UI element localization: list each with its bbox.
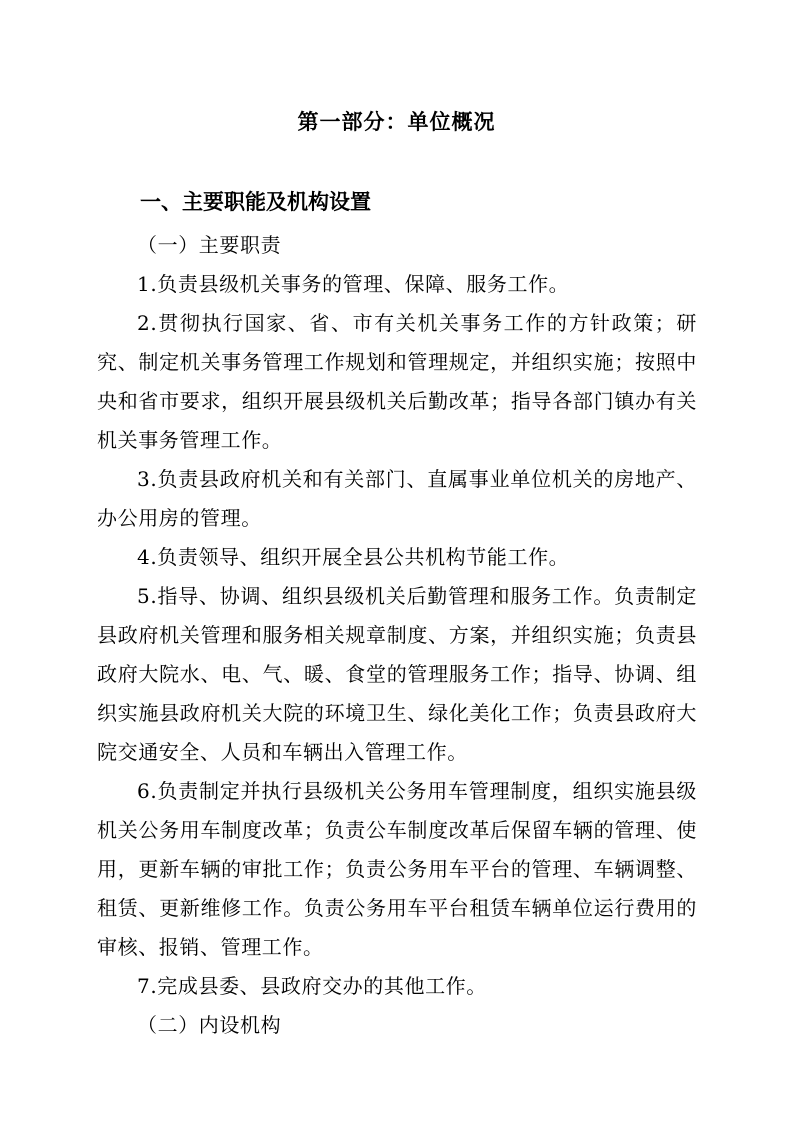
part-title: 第一部分：单位概况 <box>297 110 496 134</box>
subsection-heading-duties: （一）主要职责 <box>137 233 282 257</box>
subsection-heading-internal-structure: （二）内设机构 <box>137 1013 282 1037</box>
duty-item-3: 3.负责县政府机关和有关部门、直属事业单位机关的房地产、办公用房的管理。 <box>97 467 697 530</box>
duty-item-7: 7.完成县委、县政府交办的其他工作。 <box>137 974 487 998</box>
duty-item-4: 4.负责领导、组织开展全县公共机构节能工作。 <box>137 545 570 569</box>
section-title: 一、主要职能及机构设置 <box>140 190 371 214</box>
duty-item-2: 2.贯彻执行国家、省、市有关机关事务工作的方针政策；研究、制定机关事务管理工作规划和管理规定，并组织实施；按照中央和省市要求，组织开展县级机关后勤改革；指导各部门镇办有关机关事务管理工作。 <box>97 311 697 452</box>
duty-item-6: 6.负责制定并执行县级机关公务用车管理制度，组织实施县级机关公务用车制度改革；负责公车制度改革后保留车辆的管理、使用，更新车辆的审批工作；负责公务用车平台的管理、车辆调整、租赁、更新维修工作。负责公务用车平台租赁车辆单位运行费用的审核、报销、管理工作。 <box>97 779 697 959</box>
document-body <box>97 226 697 1045</box>
duty-item-5: 5.指导、协调、组织县级机关后勤管理和服务工作。负责制定县政府机关管理和服务相关规章制度、方案，并组织实施；负责县政府大院水、电、气、暖、食堂的管理服务工作；指导、协调、组织实施县政府机关大院的环境卫生、绿化美化工作；负责县政府大院交通安全、人员和车辆出入管理工作。 <box>97 584 697 764</box>
duty-item-1: 1.负责县级机关事务的管理、保障、服务工作。 <box>137 272 570 296</box>
